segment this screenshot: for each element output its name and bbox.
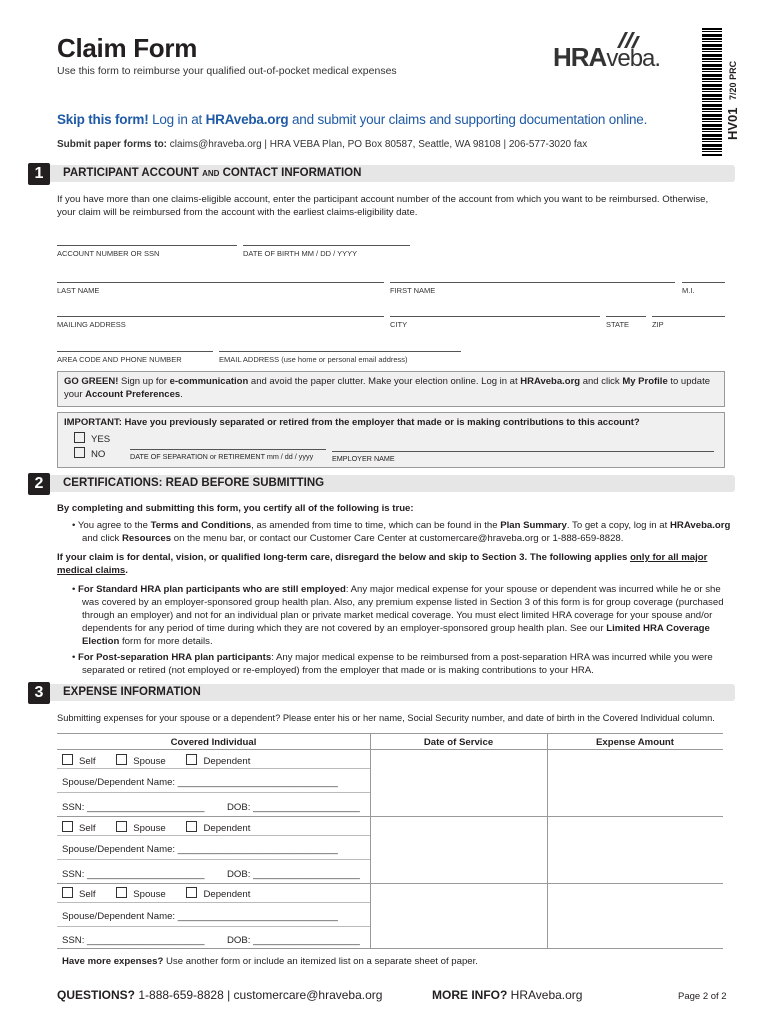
row3-divider-b xyxy=(57,926,370,927)
first-name-label: FIRST NAME xyxy=(390,286,436,295)
form-title: Claim Form xyxy=(57,33,198,63)
city-field[interactable] xyxy=(390,316,600,317)
section2-intro: By completing and submitting this form, you certify all of the following is true: xyxy=(57,503,414,514)
go-green-b3: My Profile xyxy=(622,376,668,387)
employer-name-field[interactable] xyxy=(332,451,714,452)
go-green-b4: Account Preferences xyxy=(85,389,181,400)
mi-label: M.I. xyxy=(682,286,695,295)
b2-tail: form for more details. xyxy=(119,636,213,647)
row1-bottom xyxy=(57,816,723,817)
page-number: Page 2 of 2 xyxy=(678,991,727,1002)
row2-spouse-option[interactable] xyxy=(116,823,166,834)
row3-spouse-checkbox[interactable] xyxy=(116,887,127,898)
col-covered-header: Covered Individual xyxy=(170,737,257,748)
section1-title-and: AND xyxy=(202,169,220,178)
b1-t3: . To get a copy, log in at xyxy=(566,520,670,531)
go-green-t1: Sign up for xyxy=(118,376,170,387)
row2-dep-name[interactable]: Spouse/Dependent Name: ______________________________ xyxy=(62,844,338,855)
bullet-terms: • You agree to the Terms and Conditions, as amended from time to time, which can be found in the Plan Summary. To get a copy, log in at HRAveba.org and click Resources on the menu bar, or contact our Customer Care Center at customercare@hraveba.org or 1-888-659-8828. xyxy=(72,520,731,544)
table-header-border xyxy=(57,749,723,750)
b2-link: Limited HRA Coverage Election xyxy=(82,623,710,647)
row1-divider-b xyxy=(57,792,370,793)
row2-dependent-label: Dependent xyxy=(203,823,251,834)
mailing-field[interactable] xyxy=(57,316,384,317)
skip-banner xyxy=(57,112,647,127)
dob-label: DATE OF BIRTH MM / DD / YYYY xyxy=(243,249,358,258)
b2-text: : Any major medical expense for your spouse or dependent was incurred while he or she was covered by an employer-sponsored group health plan. Also, any premium expense listed in Section 3 of this form is for group coverage (purchased through an employer) and not for an individual plan or private market medical coverage. You must elect limited HRA coverage for your spouse and/or dependents for any period of time during which they are not covered by an employer-sponsored group health plan. See our xyxy=(82,584,724,634)
row2-spouse-label: Spouse xyxy=(133,823,166,834)
city-label: CITY xyxy=(390,320,408,329)
row2-self-label: Self xyxy=(79,823,96,834)
row2-ssn[interactable]: SSN: ______________________ xyxy=(62,869,205,880)
b1-t1: You agree to the xyxy=(77,520,151,531)
go-green-b1: e-communication xyxy=(169,376,249,387)
row1-dependent-option[interactable] xyxy=(186,756,250,767)
row1-dob[interactable]: DOB: ____________________ xyxy=(227,802,360,813)
bullet-post-separation: • For Post-separation HRA plan participants: Any major medical expense to be reimbursed from a post-separation HRA was incurred while you were separated or retired (not employed or re-employed) from the employer that made or is making contributions to your HRA. xyxy=(72,652,713,676)
row3-options xyxy=(62,887,250,901)
b1-t4: and click xyxy=(82,533,122,544)
row1-divider-a xyxy=(57,768,370,769)
go-green-t2: and avoid the paper clutter. Make your election online. Log in at xyxy=(248,376,521,387)
row2-divider-b xyxy=(57,859,370,860)
row2-self-checkbox[interactable] xyxy=(62,821,73,832)
submit-text: claims@hraveba.org | HRA VEBA Plan, PO Box 80587, Seattle, WA 98108 | 206-577-3020 fax xyxy=(167,139,588,150)
row3-spouse-label: Spouse xyxy=(133,889,166,900)
email-field[interactable] xyxy=(219,351,461,352)
account-label: ACCOUNT NUMBER OR SSN xyxy=(57,249,160,258)
b2-lead: For Standard HRA plan participants who are still employed xyxy=(78,584,346,595)
section1-number: 1 xyxy=(28,163,50,185)
no-checkbox[interactable] xyxy=(74,447,85,458)
questions-label: QUESTIONS? xyxy=(57,988,136,1002)
important-box xyxy=(57,412,725,468)
row1-dependent-label: Dependent xyxy=(203,756,251,767)
yes-checkbox[interactable] xyxy=(74,432,85,443)
row3-dependent-checkbox[interactable] xyxy=(186,887,197,898)
skip-lead: Skip this form! xyxy=(57,112,149,127)
section1-title xyxy=(63,167,361,179)
b1-resources: Resources xyxy=(122,533,172,544)
b3-lead: For Post-separation HRA plan participants xyxy=(78,652,272,663)
row3-dependent-label: Dependent xyxy=(203,889,251,900)
employer-name-label: EMPLOYER NAME xyxy=(332,454,395,463)
mi-field[interactable] xyxy=(682,282,725,283)
row2-spouse-checkbox[interactable] xyxy=(116,821,127,832)
row1-dep-name[interactable]: Spouse/Dependent Name: ______________________________ xyxy=(62,777,338,788)
row1-options xyxy=(62,754,250,768)
first-name-field[interactable] xyxy=(390,282,675,283)
form-code-id: HV01 xyxy=(725,107,740,140)
dental-note xyxy=(57,551,727,577)
form-version: 7/20 PRC xyxy=(728,60,738,100)
form-code xyxy=(725,30,739,140)
b1-plan-summary: Plan Summary xyxy=(500,520,567,531)
row3-self-checkbox[interactable] xyxy=(62,887,73,898)
zip-field[interactable] xyxy=(652,316,725,317)
row2-dependent-option[interactable] xyxy=(186,823,250,834)
questions-text[interactable]: 1-888-659-8828 | customercare@hraveba.org xyxy=(135,988,383,1002)
row3-dob[interactable]: DOB: ____________________ xyxy=(227,935,360,946)
more-info-label: MORE INFO? xyxy=(432,988,508,1002)
yes-option[interactable] xyxy=(74,432,110,446)
form-subtitle: Use this form to reimburse your qualified out-of-pocket medical expenses xyxy=(57,65,397,77)
zip-label: ZIP xyxy=(652,320,664,329)
dental-u: only for all major medical claims xyxy=(57,552,708,576)
separation-date-label: DATE OF SEPARATION or RETIREMENT mm / dd / yyyy xyxy=(130,452,314,461)
row3-bottom xyxy=(57,948,723,949)
go-green-text xyxy=(58,372,724,404)
mailing-label: MAILING ADDRESS xyxy=(57,320,126,329)
row2-dependent-checkbox[interactable] xyxy=(186,821,197,832)
skip-tail: and submit your claims and supporting documentation online. xyxy=(288,112,648,127)
more-text: Use another form or include an itemized list on a separate sheet of paper. xyxy=(163,956,478,967)
go-green-t4: to update your xyxy=(64,376,710,400)
important-lead: IMPORTANT: xyxy=(64,417,122,428)
section1-title-b: CONTACT INFORMATION xyxy=(219,167,362,179)
footer-more-info xyxy=(432,988,582,1002)
phone-label: AREA CODE AND PHONE NUMBER xyxy=(57,355,182,364)
footer-questions xyxy=(57,988,382,1002)
row3-self-label: Self xyxy=(79,889,96,900)
hraveba-logo xyxy=(553,28,683,78)
phone-field[interactable] xyxy=(57,351,213,352)
b1-terms: Terms and Conditions xyxy=(150,520,252,531)
go-green-box xyxy=(57,371,725,407)
skip-site-link[interactable]: HRAveba.org xyxy=(205,112,289,127)
row1-ssn[interactable]: SSN: ______________________ xyxy=(62,802,205,813)
logo-veba-text: veba. xyxy=(606,45,661,72)
b1-t5: on the menu bar, or contact our Customer Care Center at customercare@hraveba.org or 1-888-659-8828. xyxy=(171,533,624,544)
row1-self-option[interactable] xyxy=(62,756,96,767)
account-field[interactable] xyxy=(57,245,237,246)
row2-self-option[interactable] xyxy=(62,823,96,834)
separation-date-field[interactable] xyxy=(130,449,326,450)
section2-title: CERTIFICATIONS: READ BEFORE SUBMITTING xyxy=(63,477,325,489)
section3-intro: Submitting expenses for your spouse or a dependent? Please enter his or her name, Social Security number, and date of birth in the Covered Individual column. xyxy=(57,713,715,723)
last-name-field[interactable] xyxy=(57,282,384,283)
barcode xyxy=(702,28,722,156)
section1-intro: If you have more than one claims-eligible account, enter the participant account number of the account from which you want to be reimbursed. Otherwise, your claim will be reimbursed from the account with the earliest claims-eligibility date. xyxy=(57,194,709,218)
row3-spouse-option[interactable] xyxy=(116,889,166,900)
dental-b: . xyxy=(125,565,128,576)
col-amount-header: Expense Amount xyxy=(595,737,674,748)
row1-self-checkbox[interactable] xyxy=(62,754,73,765)
b1-site-link[interactable]: HRAveba.org xyxy=(669,520,731,531)
row1-spouse-option[interactable] xyxy=(116,756,166,767)
row2-divider-a xyxy=(57,835,370,836)
row2-options xyxy=(62,821,250,835)
logo-hra-text: HRA xyxy=(553,42,607,72)
row1-dependent-checkbox[interactable] xyxy=(186,754,197,765)
yes-label: YES xyxy=(91,434,111,445)
submit-info xyxy=(57,139,587,150)
bullet-standard: • For Standard HRA plan participants who are still employed: Any major medical expense for your spouse or dependent was incurred while he or she was covered by an employer-sponsored group health plan. Also, any premium expense listed in Section 3 of this form is for group coverage (purchased through an employer) and not for an individual plan or private market medical coverage. You must elect limited HRA coverage for your spouse and/or dependents for any period of time during which they are not covered by an employer-sponsored group health plan. See our Limited HRA Coverage Election form for more details. xyxy=(72,584,724,647)
no-option[interactable] xyxy=(74,447,105,461)
state-label: STATE xyxy=(606,320,630,329)
col-date-header: Date of Service xyxy=(423,737,494,748)
go-green-t3: and click xyxy=(580,376,623,387)
email-label: EMAIL ADDRESS (use home or personal email address) xyxy=(219,355,408,364)
row3-divider-a xyxy=(57,902,370,903)
go-green-lead: GO GREEN! xyxy=(64,376,119,387)
more-lead: Have more expenses? xyxy=(62,956,164,967)
row3-self-option[interactable] xyxy=(62,889,96,900)
go-green-t5: . xyxy=(180,389,183,400)
table-col-divider-1 xyxy=(370,733,371,948)
row1-spouse-label: Spouse xyxy=(133,756,166,767)
skip-mid: Log in at xyxy=(148,112,206,127)
section3-title: EXPENSE INFORMATION xyxy=(63,686,201,698)
submit-label: Submit paper forms to: xyxy=(57,139,168,150)
row3-ssn[interactable]: SSN: ______________________ xyxy=(62,935,205,946)
section3-number: 3 xyxy=(28,682,50,704)
state-field[interactable] xyxy=(606,316,646,317)
b1-t2: , as amended from time to time, which can be found in the xyxy=(251,520,501,531)
row3-dep-name[interactable]: Spouse/Dependent Name: ______________________________ xyxy=(62,911,338,922)
dental-a: If your claim is for dental, vision, or qualified long-term care, disregard the below and skip to Section 3. The following applies xyxy=(57,552,631,563)
row3-dependent-option[interactable] xyxy=(186,889,250,900)
section1-title-a: PARTICIPANT ACCOUNT xyxy=(63,167,203,179)
more-info-link[interactable]: HRAveba.org xyxy=(507,988,583,1002)
b3-text: : Any major medical expense to be reimbursed from a post-separation HRA was incurred while you were separated or retired (not employed or re-employed) from the employer that made or is making contributions to your HRA. xyxy=(82,652,713,676)
no-label: NO xyxy=(91,449,106,460)
row2-dob[interactable]: DOB: ____________________ xyxy=(227,869,360,880)
table-top-border xyxy=(57,733,723,734)
go-green-site-link[interactable]: HRAveba.org xyxy=(520,376,581,387)
section2-number: 2 xyxy=(28,473,50,495)
dob-field[interactable] xyxy=(243,245,410,246)
table-col-divider-2 xyxy=(547,733,548,948)
row2-bottom xyxy=(57,883,723,884)
last-name-label: LAST NAME xyxy=(57,286,100,295)
important-question-text: Have you previously separated or retired from the employer that made or is making contributions to this account? xyxy=(121,417,640,428)
important-question xyxy=(58,413,724,432)
row1-self-label: Self xyxy=(79,756,96,767)
row1-spouse-checkbox[interactable] xyxy=(116,754,127,765)
more-expenses-note xyxy=(62,955,478,968)
